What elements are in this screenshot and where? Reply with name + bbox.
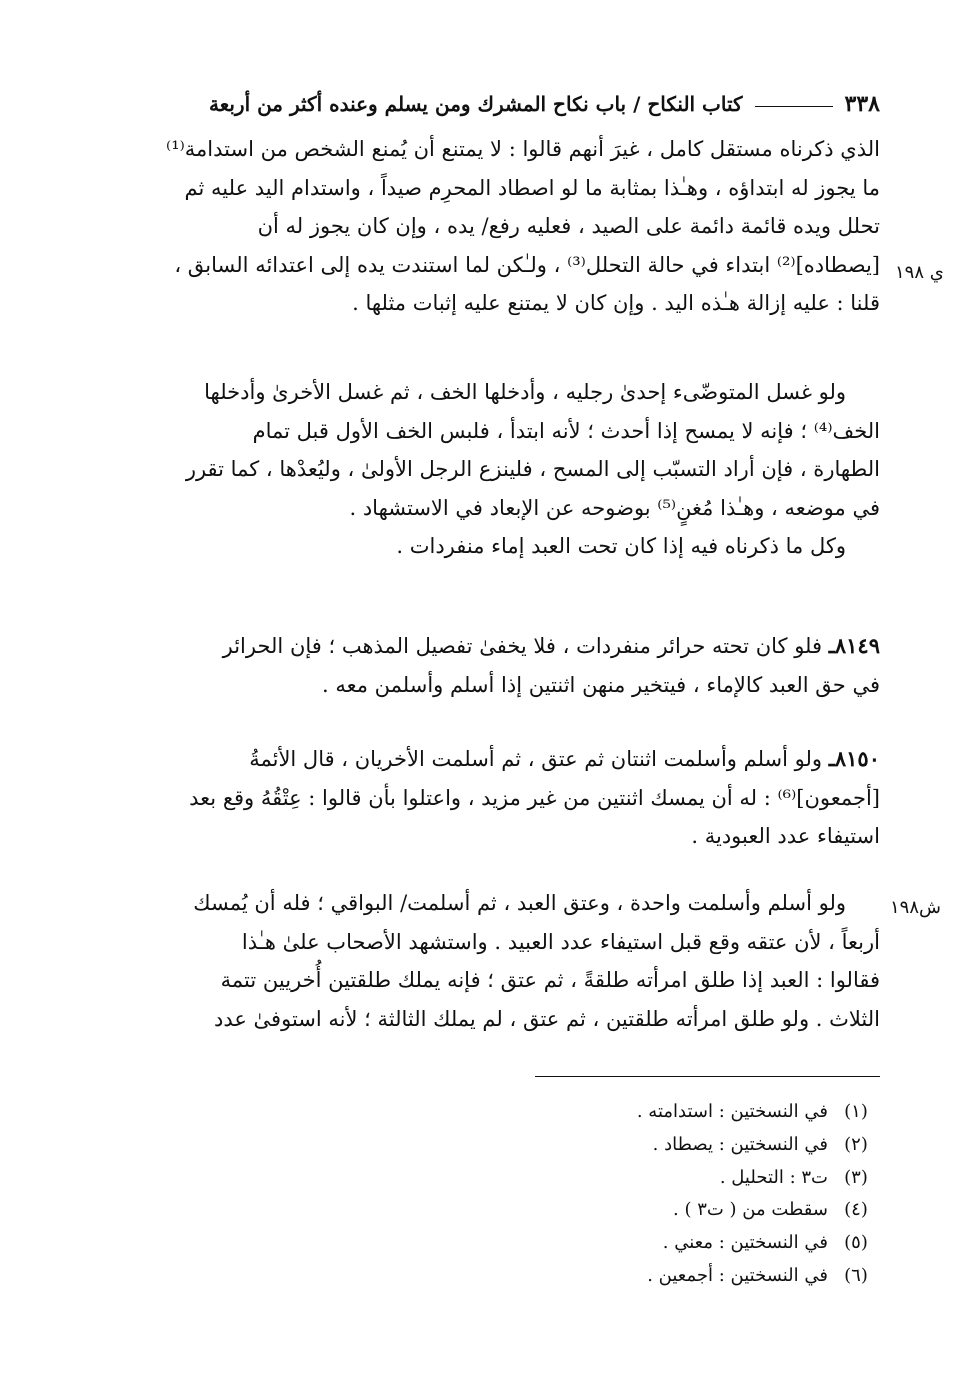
text-line: ولو أسلم وأسلمت واحدة ، وعتق العبد ، ثم أسلمت/ البواقي ؛ فله أن يُمسك <box>193 891 846 915</box>
text-line: ما يجوز له ابتداؤه ، وهـٰذا بمثابة ما لو اصطاد المحرِم صيداً ، واستدام اليد عليه ثم <box>184 175 880 200</box>
footnote <box>400 1227 880 1260</box>
paragraph-8150 <box>104 740 880 856</box>
margin-note-ya198: ي ١٩٨ <box>895 262 944 283</box>
footnote-number: (٢) <box>844 1133 868 1155</box>
footnote <box>400 1260 880 1293</box>
text-line: وكل ما ذكرناه فيه إذا كان تحت العبد إماء منفردات . <box>396 534 846 559</box>
paragraph-1 <box>104 130 880 323</box>
text-line: [أجمعون]⁽⁶⁾ : له أن يمسك اثنتين من غير مزيد ، واعتلوا بأن قالوا : عِتْقُهُ وقع بعد <box>189 785 880 810</box>
footnote-number: (٦) <box>844 1264 868 1286</box>
text-line: فقالوا : العبد إذا طلق امرأته طلقةً ، ثم عتق ؛ فإنه يملك طلقتين أُخريين تتمة <box>220 968 880 993</box>
footnote <box>400 1162 880 1195</box>
text-line: فلو كان تحته حرائر منفردات ، فلا يخفىٰ تفصيل المذهب ؛ فإن الحرائر <box>222 634 823 658</box>
paragraph-8149 <box>104 627 880 704</box>
footnote-number: (٥) <box>844 1232 868 1254</box>
text-line: استيفاء عدد العبودية . <box>691 824 880 849</box>
footnote-text: سقطت من ( ت٣ ) . <box>673 1199 828 1221</box>
text-line: [يصطاده]⁽²⁾ ابتداء في حالة التحلل⁽³⁾ ، ولـٰكن لما استندت يده إلى اعتدائه السابق ، <box>174 252 880 277</box>
page-number: ٣٣٨ <box>844 91 880 117</box>
footnotes <box>400 1096 880 1293</box>
footnote <box>400 1096 880 1129</box>
text-line: تحلل ويده قائمة دائمة على الصيد ، فعليه رفع/ يده ، وإن كان يجوز له أن <box>257 214 880 239</box>
text-line: ولو غسل المتوضّىء إحدىٰ رجليه ، وأدخلها الخف ، ثم غسل الأخرىٰ وأدخلها <box>204 380 846 404</box>
footnote <box>400 1194 880 1227</box>
text-line: الذي ذكرناه مستقل كامل ، غيرَ أنهم قالوا : لا يمتنع أن يُمنع الشخص من استدامة⁽¹⁾ <box>166 137 880 161</box>
running-header <box>104 86 880 122</box>
footnote-separator <box>535 1076 880 1077</box>
footnote-text: في النسختين : معني . <box>662 1232 828 1254</box>
text-line: ولو أسلم وأسلمت اثنتان ثم عتق ، ثم أسلمت الأخريان ، قال الأئمةُ <box>249 747 823 771</box>
header-rule <box>755 106 833 107</box>
text-line: الثلاث . ولو طلق امرأته طلقتين ، ثم عتق ، لم يملك الثالثة ؛ لأنه استوفىٰ عدد <box>213 1006 880 1031</box>
footnote-number: (٤) <box>844 1199 868 1221</box>
footnote-text: ت٣ : التحليل . <box>719 1166 828 1188</box>
footnote-number: (٣) <box>844 1166 868 1188</box>
footnote-number: (١) <box>844 1101 868 1122</box>
text-line: الخف⁽⁴⁾ ؛ فإنه لا يمسح إذا أحدث ؛ لأنه ابتدأ ، فلبس الخف الأول قبل تمام <box>252 418 880 443</box>
paragraph-number: ٨١٤٩ـ <box>828 633 880 658</box>
text-line: في موضعه ، وهـٰذا مُغنٍ⁽⁵⁾ بوضوحه عن الإبعاد في الاستشهاد . <box>349 495 880 520</box>
paragraph-5 <box>104 884 880 1038</box>
paragraph-2 <box>104 373 880 566</box>
footnote <box>400 1129 880 1162</box>
header-title: كتاب النكاح / باب نكاح المشرك ومن يسلم وعنده أكثر من أربعة <box>208 92 743 116</box>
margin-note-sh198: ش١٩٨ <box>890 897 941 918</box>
text-line: أربعاً ، لأن عتقه وقع قبل استيفاء عدد العبيد . واستشهد الأصحاب علىٰ هـٰذا <box>241 929 880 954</box>
paragraph-number: ٨١٥٠ـ <box>828 746 880 771</box>
footnote-text: في النسختين : يصطاد . <box>652 1133 828 1155</box>
footnote-text: في النسختين : أجمعين . <box>647 1264 828 1286</box>
text-line: الطهارة ، فإن أراد التسبّب إلى المسح ، فلينزع الرجل الأولىٰ ، وليُعدْها ، كما تقرر <box>185 457 880 482</box>
text-line: في حق العبد كالإماء ، فيتخير منهن اثنتين إذا أسلم وأسلمن معه . <box>322 672 880 697</box>
footnote-text: في النسختين : استدامته . <box>636 1101 828 1122</box>
text-line: قلنا : عليه إزالة هـٰذه اليد . وإن كان لا يمتنع عليه إثبات مثلها . <box>352 291 880 316</box>
